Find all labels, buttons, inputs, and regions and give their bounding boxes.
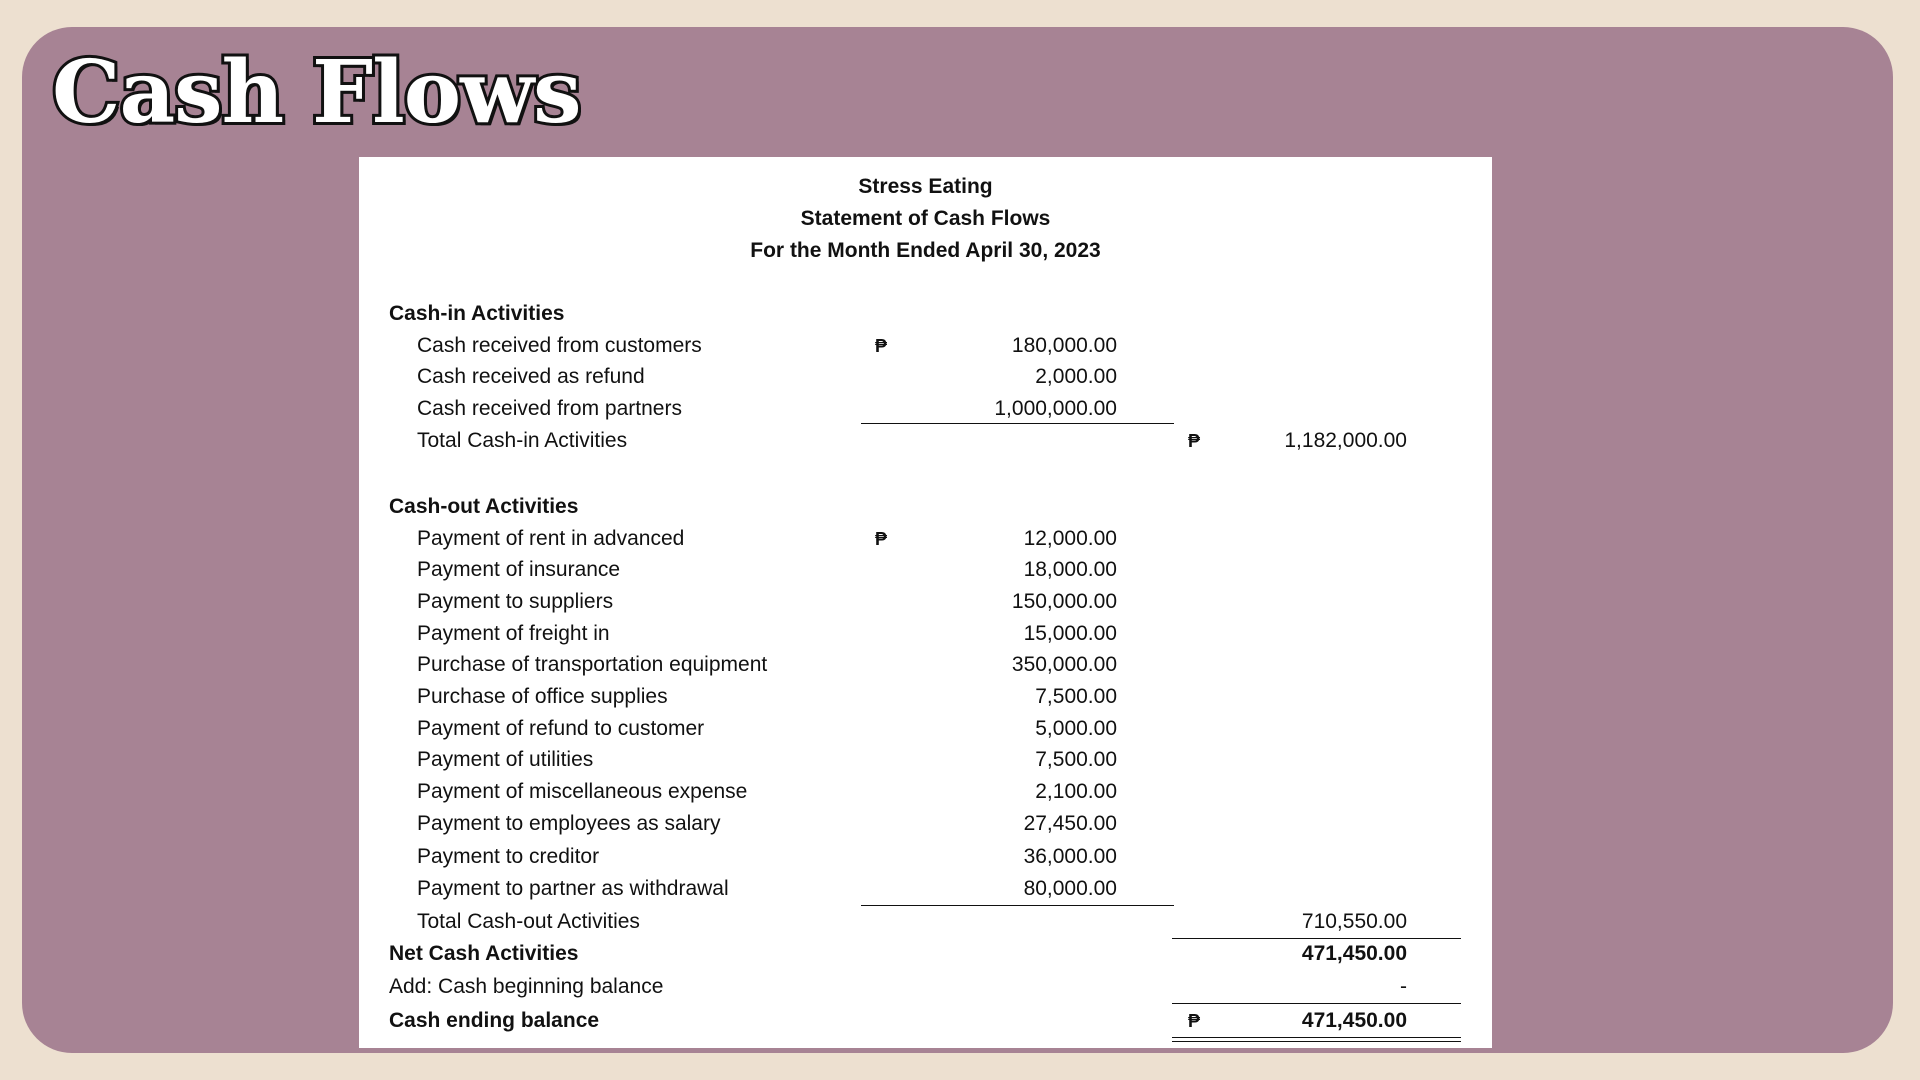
table-row bbox=[359, 714, 1492, 744]
table-row bbox=[359, 331, 1492, 361]
total-row bbox=[359, 426, 1492, 456]
line-item-amount: 7,500.00 bbox=[1035, 685, 1117, 708]
subtotal-rule bbox=[861, 905, 1174, 906]
peso-sign: ₱ bbox=[1188, 1011, 1201, 1031]
line-item-label: Payment to suppliers bbox=[417, 590, 614, 613]
beginning-row bbox=[359, 972, 1492, 1002]
peso-sign: ₱ bbox=[875, 336, 888, 356]
cash-out-heading-row bbox=[359, 492, 1492, 522]
line-item-amount: 350,000.00 bbox=[1011, 653, 1117, 676]
table-row bbox=[359, 682, 1492, 712]
table-row bbox=[359, 842, 1492, 872]
cash-in-heading-row bbox=[359, 299, 1492, 329]
line-item-amount: 18,000.00 bbox=[1023, 558, 1117, 581]
double-underline bbox=[1172, 1037, 1461, 1042]
line-item-label: Payment of utilities bbox=[417, 748, 594, 771]
line-item-amount: 12,000.00 bbox=[1023, 527, 1117, 550]
cash-in-heading: Cash-in Activities bbox=[389, 302, 565, 325]
line-item-amount: 36,000.00 bbox=[1023, 845, 1117, 868]
line-item-label: Payment of rent in advanced bbox=[417, 527, 685, 550]
slide-title: Cash Flows bbox=[52, 42, 581, 143]
line-item-label: Payment to employees as salary bbox=[417, 812, 721, 835]
table-row bbox=[359, 777, 1492, 807]
subtotal-rule bbox=[861, 423, 1174, 424]
company-name: Stress Eating bbox=[858, 175, 993, 198]
net-label: Net Cash Activities bbox=[389, 942, 579, 965]
table-row bbox=[359, 362, 1492, 392]
line-item-amount: 5,000.00 bbox=[1035, 717, 1117, 740]
beginning-amount: - bbox=[1400, 975, 1407, 998]
line-item-label: Payment to partner as withdrawal bbox=[417, 877, 729, 900]
beginning-label: Add: Cash beginning balance bbox=[389, 975, 664, 998]
line-item-label: Payment of miscellaneous expense bbox=[417, 780, 748, 803]
table-row bbox=[359, 587, 1492, 617]
total-amount: 710,550.00 bbox=[1301, 910, 1407, 933]
line-item-label: Payment of freight in bbox=[417, 622, 610, 645]
total-amount: 1,182,000.00 bbox=[1284, 429, 1407, 452]
statement-period: For the Month Ended April 30, 2023 bbox=[750, 239, 1101, 262]
total-label: Total Cash-in Activities bbox=[417, 429, 628, 452]
line-item-amount: 7,500.00 bbox=[1035, 748, 1117, 771]
table-row bbox=[359, 524, 1492, 554]
line-item-amount: 150,000.00 bbox=[1011, 590, 1117, 613]
line-item-label: Purchase of office supplies bbox=[417, 685, 668, 708]
line-item-amount: 2,100.00 bbox=[1035, 780, 1117, 803]
peso-sign: ₱ bbox=[1188, 431, 1201, 451]
line-item-label: Cash received from partners bbox=[417, 397, 682, 420]
peso-sign: ₱ bbox=[875, 529, 888, 549]
line-item-amount: 80,000.00 bbox=[1023, 877, 1117, 900]
statement-name: Statement of Cash Flows bbox=[800, 207, 1051, 230]
line-item-amount: 180,000.00 bbox=[1011, 334, 1117, 357]
table-row bbox=[359, 394, 1492, 424]
line-item-amount: 15,000.00 bbox=[1023, 622, 1117, 645]
cash-out-heading: Cash-out Activities bbox=[389, 495, 579, 518]
table-row bbox=[359, 650, 1492, 680]
line-item-amount: 1,000,000.00 bbox=[994, 397, 1117, 420]
net-amount: 471,450.00 bbox=[1301, 942, 1407, 965]
line-item-label: Payment to creditor bbox=[417, 845, 600, 868]
total-row bbox=[359, 907, 1492, 937]
table-row bbox=[359, 874, 1492, 904]
line-item-amount: 2,000.00 bbox=[1035, 365, 1117, 388]
table-row bbox=[359, 555, 1492, 585]
balance-rule bbox=[1172, 1003, 1461, 1004]
line-item-label: Cash received as refund bbox=[417, 365, 645, 388]
ending-label: Cash ending balance bbox=[389, 1009, 600, 1032]
line-item-label: Payment of insurance bbox=[417, 558, 621, 581]
line-item-amount: 27,450.00 bbox=[1023, 812, 1117, 835]
line-item-label: Cash received from customers bbox=[417, 334, 702, 357]
ending-amount: 471,450.00 bbox=[1301, 1009, 1407, 1032]
ending-row bbox=[359, 1006, 1492, 1036]
table-row bbox=[359, 745, 1492, 775]
net-row bbox=[359, 939, 1492, 969]
line-item-label: Purchase of transportation equipment bbox=[417, 653, 768, 676]
statement-sheet bbox=[359, 157, 1492, 1048]
line-item-label: Payment of refund to customer bbox=[417, 717, 705, 740]
table-row bbox=[359, 809, 1492, 839]
total-label: Total Cash-out Activities bbox=[417, 910, 640, 933]
table-row bbox=[359, 619, 1492, 649]
